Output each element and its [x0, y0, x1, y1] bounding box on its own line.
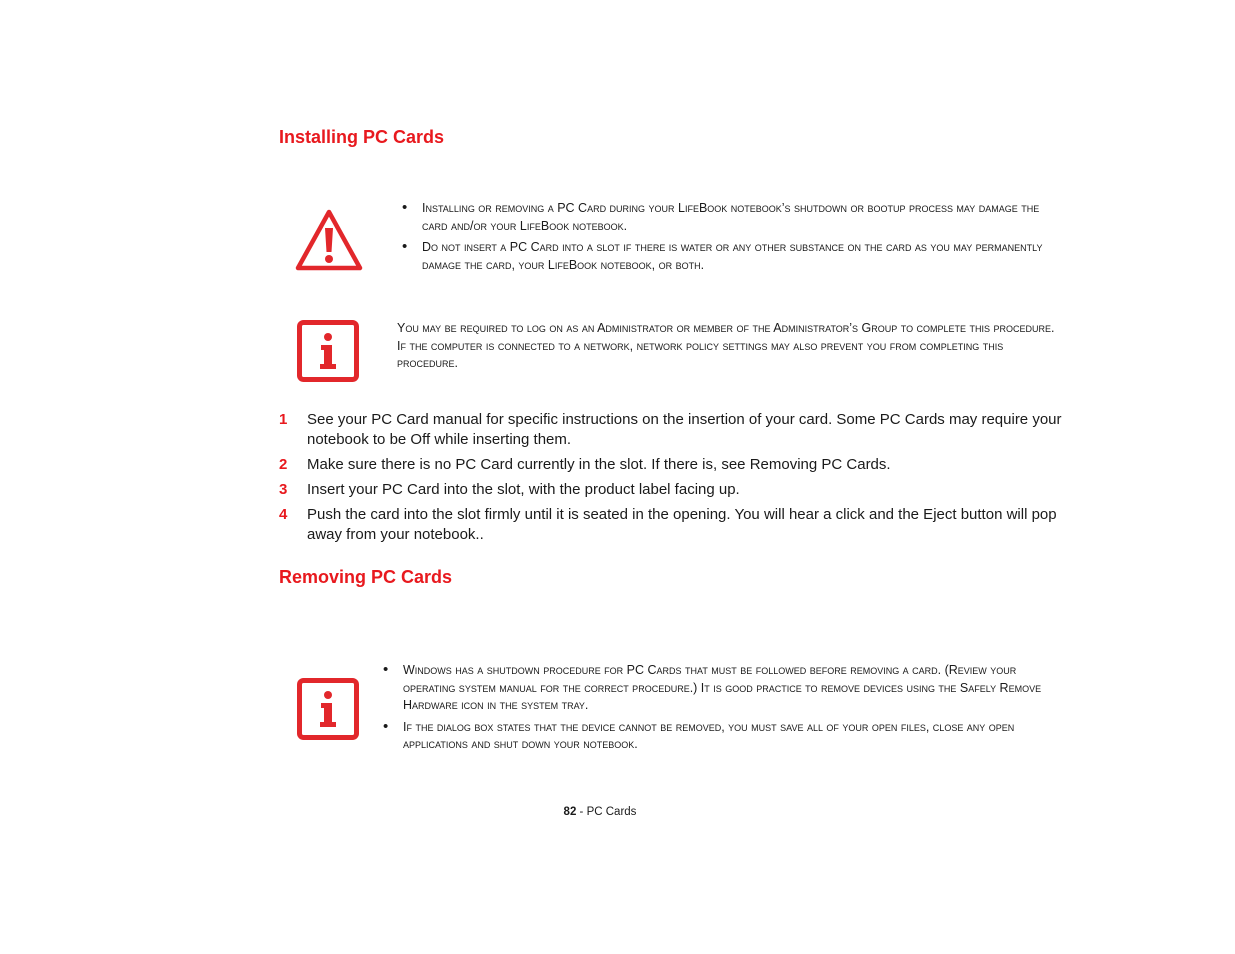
step-number: 4 — [279, 506, 288, 523]
list-item — [279, 505, 1069, 545]
bullet-icon: • — [402, 238, 408, 255]
info-note: You may be required to log on as an Administrator or member of the Administrator’s Group to complete this procedure. If the computer is connected to a network, network policy settings may also prevent you from completing this procedure. — [397, 321, 1055, 370]
bullet-icon: • — [383, 661, 389, 678]
installation-steps — [279, 410, 1069, 550]
bullet-icon: • — [402, 199, 408, 216]
step-number: 3 — [279, 481, 288, 498]
page-footer — [0, 806, 1200, 818]
list-item — [279, 410, 1069, 450]
info-icon — [297, 678, 359, 745]
bullet-icon: • — [383, 717, 389, 735]
removal-info-note — [381, 662, 1061, 758]
step-number: 1 — [279, 411, 288, 428]
info-item: • Windows has a shutdown procedure for PC Cards that must be followed before removing a card. (Review your operating system manual for the correct procedure.) It is good practice to remove devices using the Safely Remove Hardware icon in the system tray. — [383, 661, 1042, 712]
info-icon — [297, 320, 359, 387]
list-item — [279, 455, 1069, 475]
step-text: Insert your PC Card into the slot, with the product label facing up. — [307, 481, 740, 498]
info-item: • If the dialog box states that the device cannot be removed, you must save all of your open files, close any open applications and shut down your notebook. — [383, 717, 1015, 751]
list-item — [279, 480, 1069, 500]
caution-note — [400, 200, 1060, 278]
footer-separator: - — [576, 806, 587, 818]
step-number: 2 — [279, 456, 288, 473]
step-text: Push the card into the slot firmly until it is seated in the opening. You will hear a click and the Eject button will pop away from your notebook.. — [307, 506, 1057, 543]
section-heading-installing: Installing PC Cards — [279, 127, 445, 147]
section-heading-removing: Removing PC Cards — [279, 567, 453, 587]
caution-item: • Do not insert a PC Card into a slot if there is water or any other substance on the card as you may permanently damage the card, your LifeBook notebook, or both. — [402, 238, 1043, 272]
footer-section-name: PC Cards — [586, 806, 637, 818]
step-text: See your PC Card manual for specific instructions on the insertion of your card. Some PC Cards may require your notebook to be Off while inserting them. — [307, 411, 1062, 448]
step-text: Make sure there is no PC Card currently in the slot. If there is, see Removing PC Cards. — [307, 456, 891, 473]
page-number: 82 — [563, 806, 577, 818]
caution-item: • Installing or removing a PC Card during your LifeBook notebook’s shutdown or bootup process may damage the card and/or your LifeBook notebook. — [402, 199, 1040, 233]
warning-triangle-icon — [294, 208, 364, 277]
